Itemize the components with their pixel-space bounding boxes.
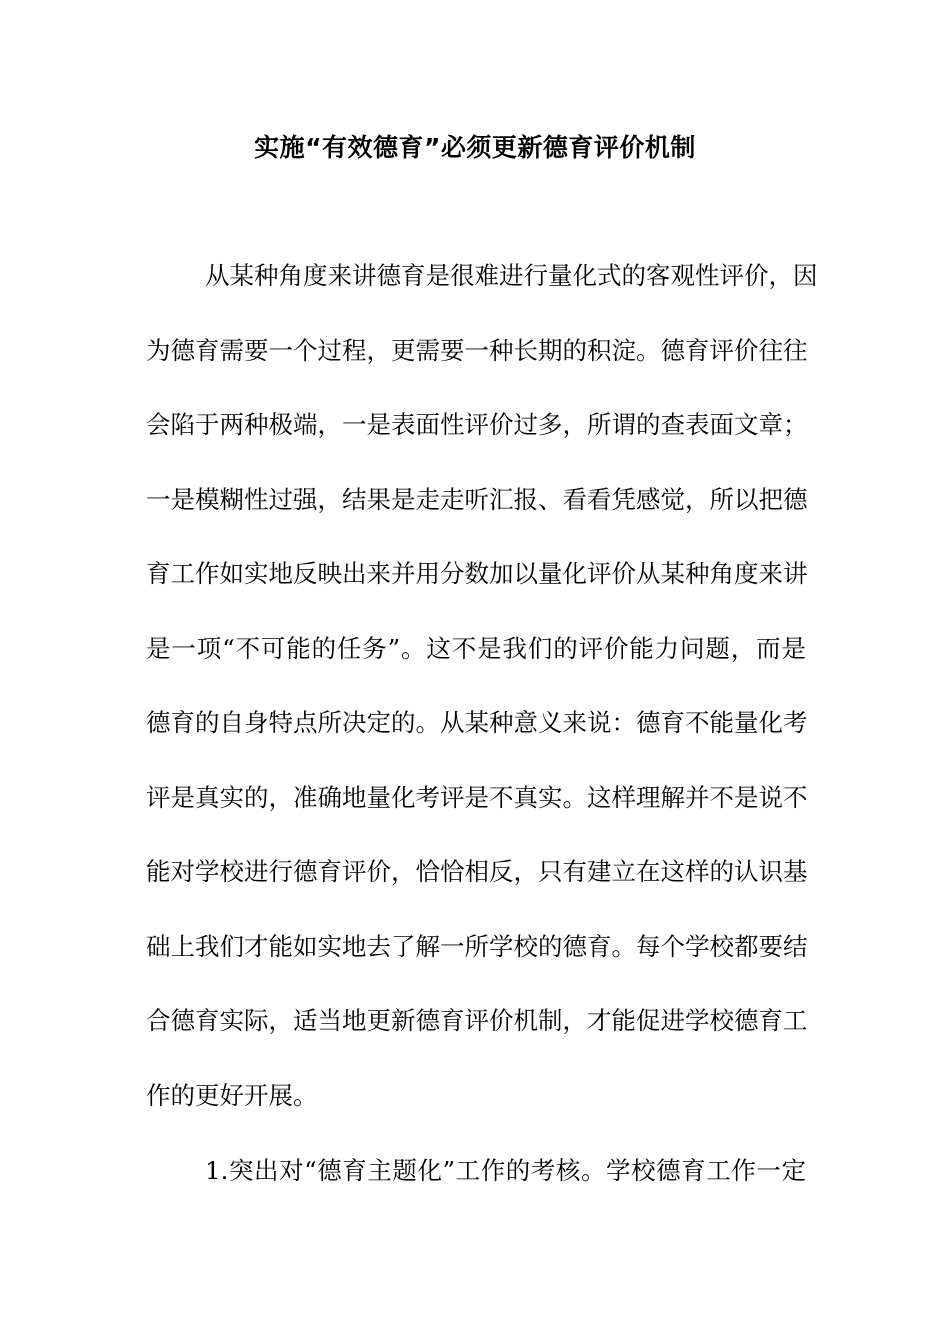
paragraph-line: 作的更好开展。 bbox=[146, 1081, 318, 1110]
paragraph-line: 1.突出对“德育主题化”工作的考核。学校德育工作一定 bbox=[205, 1156, 806, 1185]
paragraph-line: 能对学校进行德育评价，恰恰相反，只有建立在这样的认识基 bbox=[146, 857, 808, 886]
document-title: 实施“有效德育”必须更新德育评价机制 bbox=[254, 133, 696, 162]
paragraph-line: 会陷于两种极端，一是表面性评价过多，所谓的查表面文章； bbox=[146, 410, 808, 439]
paragraph-line: 础上我们才能如实地去了解一所学校的德育。每个学校都要结 bbox=[146, 932, 808, 961]
paragraph-line: 为德育需要一个过程，更需要一种长期的积淀。德育评价往往 bbox=[146, 336, 808, 365]
paragraph-line: 一是模糊性过强，结果是走走听汇报、看看凭感觉，所以把德 bbox=[146, 485, 808, 514]
paragraph-line: 育工作如实地反映出来并用分数加以量化评价从某种角度来讲 bbox=[146, 559, 808, 588]
paragraph-line: 是一项“不可能的任务”。这不是我们的评价能力问题，而是 bbox=[146, 634, 806, 663]
paragraph-line: 合德育实际，适当地更新德育评价机制，才能促进学校德育工 bbox=[146, 1006, 808, 1035]
paragraph-line: 德育的自身特点所决定的。从某种意义来说：德育不能量化考 bbox=[146, 708, 808, 737]
paragraph-line: 从某种角度来讲德育是很难进行量化式的客观性评价，因 bbox=[205, 261, 818, 290]
paragraph-line: 评是真实的，准确地量化考评是不真实。这样理解并不是说不 bbox=[146, 783, 808, 812]
